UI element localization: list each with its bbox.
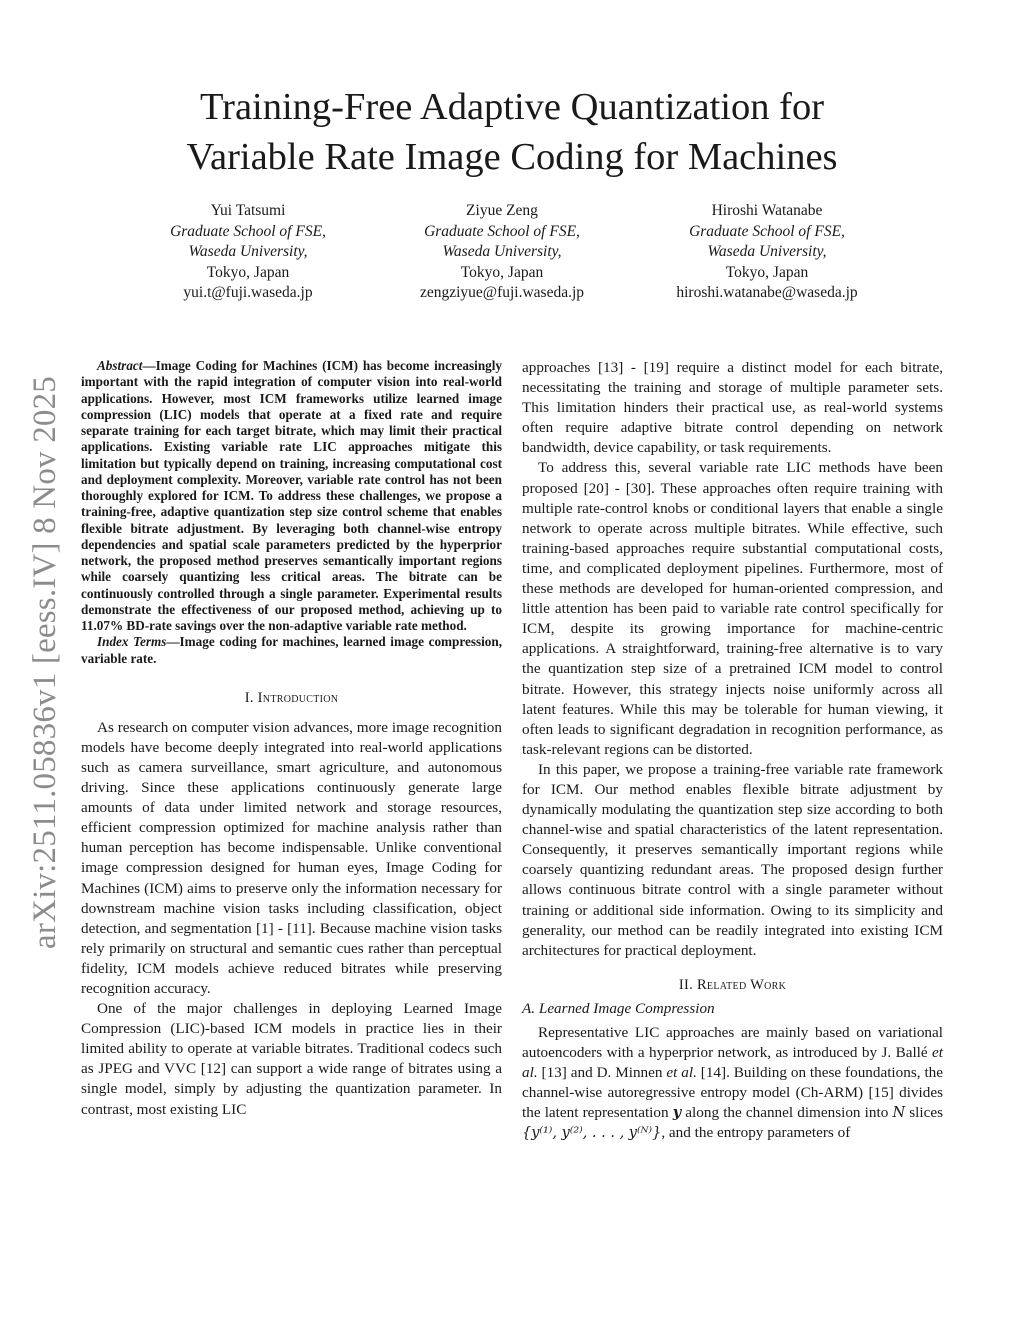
author-location: Tokyo, Japan [725, 263, 809, 281]
intro-paragraph-4: In this paper, we propose a training-free variable rate framework for ICM. Our method enables flexible bitrate adjustment by dynamically modulating the quantization step size according to both channel-wise and spatial characteristics of the latent representation. Consequently, it preserves semantically important regions while coarsely quantizing redundant areas. The proposed design further allows continuous bitrate control with a single parameter without training or additional side information. Owing to its simplicity and generality, our method can be readily integrated into existing ICM architectures for practical deployment. [522, 760, 943, 959]
text-run: along the channel dimension into [681, 1104, 893, 1122]
related-work-paragraph-1 [522, 1023, 943, 1144]
intro-paragraph-3: To address this, several variable rate LIC methods have been proposed [20] - [30]. These approaches often require training with multiple rate-control knobs or conditional layers that enable a single network to operate across multiple bitrates. While effective, such training-based approaches require substantial computational costs, time, and complicated deployment pipelines. Furthermore, most of these methods are developed for human-oriented compression, and little attention has been paid to variable rate control specifically for ICM, despite its growing importance for machine-centric applications. A straightforward, training-free alternative is to vary the quantization step size of a pretrained ICM model to control bitrate. However, this strategy injects noise uniformly across all latent features. While this may be tolerable for human viewing, it often leads to significant degradation in recognition performance, as task-relevant regions can be distorted. [522, 459, 943, 758]
author-name: Ziyue Zeng [466, 202, 538, 219]
abstract-text: —Image Coding for Machines (ICM) has become increasingly important with the rapid integration of computer vision into real-world applications. However, most ICM frameworks utilize learned image compression (LIC) models that operate at a fixed rate and require separate training for each target bitrate, which may limit their practical applications. Existing variable rate LIC approaches mitigate this limitation but typically depend on training, increasing computational cost and deployment complexity. Moreover, variable rate control has not been thoroughly explored for ICM. To address these challenges, we propose a training-free, adaptive quantization step size control scheme that enables flexible bitrate adjustment. By leveraging both channel-wise entropy dependencies and spatial scale parameters predicted by the hyperprior network, the proposed method preserves semantically important regions while coarsely quantizing less critical areas. The bitrate can be continuously controlled through a single parameter. Experimental results demonstrate the effectiveness of our proposed method, achieving up to 11.07% BD-rate savings over the non-adaptive variable rate method. [81, 358, 502, 633]
index-terms-label: Index Terms [97, 634, 167, 650]
title-line-1: Training-Free Adaptive Quantization for [199, 86, 825, 128]
author-location: Tokyo, Japan [460, 263, 544, 281]
intro-paragraph-2-continued: approaches [13] - [19] require a distinct model for each bitrate, necessitating the training and storage of multiple parameter sets. This limitation hinders their practical use, as real-world systems often require adaptive bitrate control depending on network bandwidth, device capability, or task requirements. [522, 359, 943, 457]
author-email[interactable]: hiroshi.watanabe@waseda.jp [676, 284, 858, 301]
text-run: slices [905, 1104, 944, 1122]
author-affiliation: Graduate School of FSE, [170, 222, 326, 240]
text-run: , and the entropy parameters of [661, 1124, 851, 1142]
author-2 [352, 201, 652, 304]
text-run: [13] and D. Minnen [537, 1064, 667, 1081]
author-email[interactable]: zengziyue@fuji.waseda.jp [419, 284, 585, 301]
intro-paragraph-2: One of the major challenges in deploying Learned Image Compression (LIC)-based ICM models in practice lies in their limited ability to operate at variable bitrates. Traditional codecs such as JPEG and VVC [12] can support a wide range of bitrates using a single model, simply by adjusting the quantization parameter. In contrast, most existing LIC [81, 1000, 502, 1118]
section-heading-introduction: I. Introduction [244, 689, 339, 706]
author-name: Hiroshi Watanabe [711, 202, 823, 219]
abstract-label: Abstract [97, 358, 143, 373]
et-al: et al. [522, 1043, 943, 1081]
paper-title [80, 82, 944, 182]
abstract [81, 358, 502, 634]
author-name: Yui Tatsumi [210, 202, 286, 219]
author-university: Waseda University, [188, 243, 308, 260]
subsection-heading-lic: A. Learned Image Compression [522, 999, 715, 1017]
author-location: Tokyo, Japan [206, 263, 290, 281]
math-slices: {y⁽¹⁾, y⁽²⁾, . . . , y⁽ᴺ⁾} [522, 1125, 662, 1142]
author-affiliation: Graduate School of FSE, [689, 222, 845, 240]
et-al: et al. [666, 1064, 697, 1081]
author-university: Waseda University, [707, 243, 827, 260]
index-terms-text: —Image coding for machines, learned image compression, variable rate. [81, 634, 502, 666]
right-column [522, 358, 943, 1143]
author-3 [617, 201, 917, 304]
text-run: [14]. Building on these foundations, the channel-wise autoregressive entropy model (Ch-ARM) [15] divides the latent representation [522, 1064, 944, 1122]
author-affiliation: Graduate School of FSE, [424, 222, 580, 240]
index-terms [81, 634, 502, 667]
math-latent-y: y [672, 1104, 682, 1122]
intro-paragraph-1: As research on computer vision advances, more image recognition models have become deeply integrated into real-world applications such as camera surveillance, smart agriculture, and autonomous driving. Since these applications continuously generate large amounts of data under limited network and storage resources, efficient compression optimized for machine analysis rather than human perception has become indispensable. Unlike conventional image compression designed for human eyes, Image Coding for Machines (ICM) aims to preserve only the information necessary for downstream machine vision tasks including classification, object detection, and segmentation [1] - [11]. Because machine vision tasks rely primarily on structural and semantic cues rather than perceptual fidelity, ICM models achieve reduced bitrates while preserving recognition accuracy. [81, 718, 502, 997]
section-heading-related-work: II. Related Work [678, 976, 787, 993]
title-line-2: Variable Rate Image Coding for Machines [186, 136, 838, 178]
arxiv-identifier-text: arXiv:2511.05836v1 [eess.IV] 8 Nov 2025 [26, 376, 63, 949]
author-email[interactable]: yui.t@fuji.waseda.jp [183, 284, 313, 301]
math-n: N [892, 1105, 906, 1122]
text-run: Representative LIC approaches are mainly based on variational autoencoders with a hyperprior network, as introduced by J. Ballé [522, 1023, 943, 1061]
arxiv-identifier-stamp [20, 365, 70, 960]
author-university: Waseda University, [442, 243, 562, 260]
left-column [81, 358, 502, 1120]
